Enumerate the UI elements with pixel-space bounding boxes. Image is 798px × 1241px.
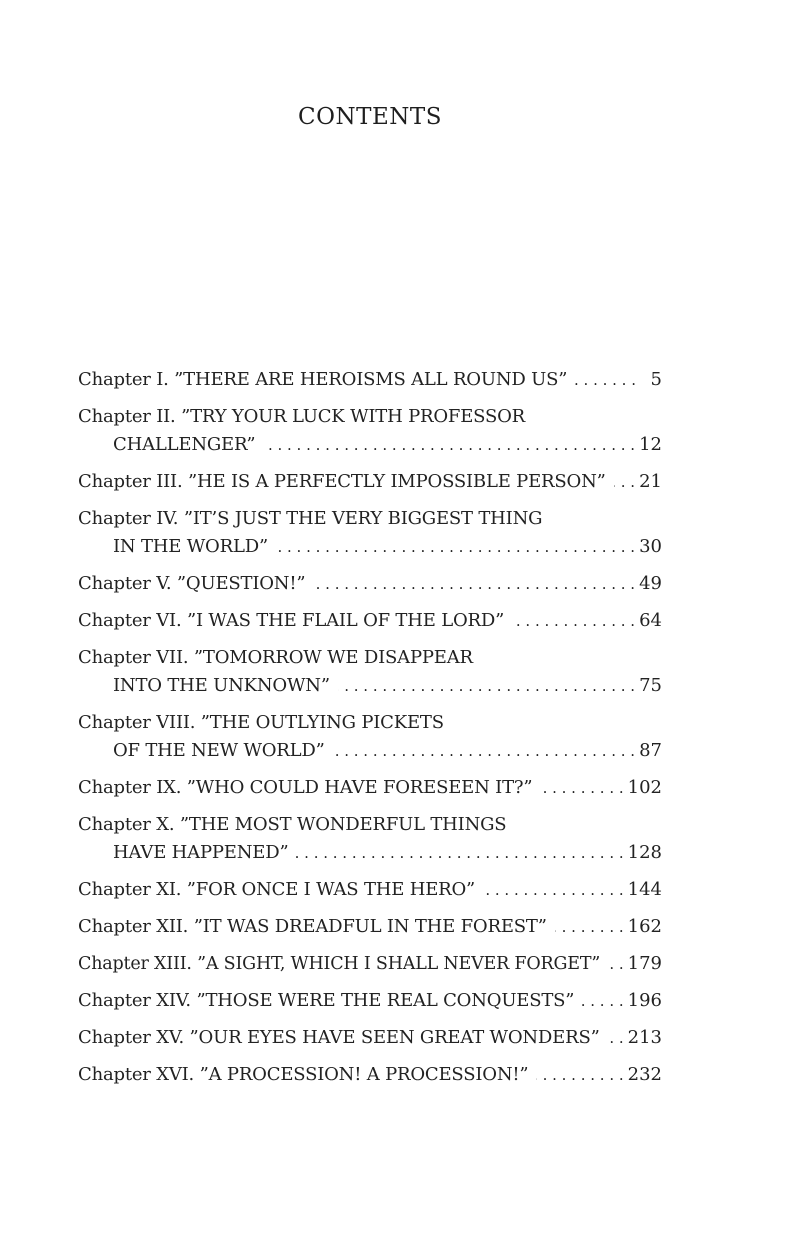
chapter-title: Chapter XI. ”FOR ONCE I WAS THE HERO” [78,879,476,900]
toc-entry-line [78,644,662,672]
page-number: 87 [639,740,662,761]
toc-entry [78,1024,662,1052]
toc-entry [78,709,662,765]
toc-entry-line [78,468,662,496]
page-number: 12 [639,434,662,455]
dot-leader [608,950,624,978]
dot-leader [483,876,624,904]
chapter-title: Chapter XV. ”OUR EYES HAVE SEEN GREAT WONDERS” [78,1027,600,1048]
page-number: 213 [627,1027,662,1048]
chapter-title: Chapter IV. ”IT’S JUST THE VERY BIGGEST THING [78,508,543,529]
chapter-title: Chapter III. ”HE IS A PERFECTLY IMPOSSIBLE PERSON” [78,471,606,492]
chapter-title: Chapter XII. ”IT WAS DREADFUL IN THE FOREST” [78,916,547,937]
dot-leader [333,737,635,765]
toc-entry-line [78,987,662,1015]
toc-entry [78,570,662,598]
toc-entry [78,913,662,941]
chapter-title: Chapter XIV. ”THOSE WERE THE REAL CONQUESTS” [78,990,575,1011]
page-number: 49 [639,573,662,594]
chapter-title: INTO THE UNKNOWN” [113,675,330,696]
toc-entry [78,468,662,496]
dot-leader [263,431,635,459]
dot-leader [536,1061,623,1089]
page-number: 30 [639,536,662,557]
toc-entry-line [78,774,662,802]
page-number: 179 [627,953,662,974]
page-number: 75 [639,675,662,696]
dot-leader [512,607,635,635]
dot-leader [614,468,635,496]
toc-entry [78,950,662,978]
toc-entry-continuation-line [78,672,662,700]
page-number: 162 [627,916,662,937]
chapter-title: HAVE HAPPENED” [113,842,289,863]
toc-entry-line [78,876,662,904]
chapter-title: Chapter V. ”QUESTION!” [78,573,306,594]
page-number: 5 [650,369,662,390]
chapter-title: Chapter XVI. ”A PROCESSION! A PROCESSION!” [78,1064,529,1085]
toc-entry-line [78,366,662,394]
dot-leader [582,987,623,1015]
dot-leader [313,570,635,598]
toc-entry-line [78,811,662,839]
chapter-title: IN THE WORLD” [113,536,268,557]
dot-leader [540,774,623,802]
toc-entry [78,987,662,1015]
page-title: CONTENTS [298,104,442,130]
toc-entry-line [78,913,662,941]
dot-leader [276,533,635,561]
toc-entry [78,1061,662,1089]
dot-leader [575,366,636,394]
toc-entry [78,607,662,635]
toc-entry-line [78,1061,662,1089]
chapter-title: Chapter VI. ”I WAS THE FLAIL OF THE LORD” [78,610,505,631]
toc-entry-continuation-line [78,431,662,459]
toc-entry [78,403,662,459]
chapter-title: OF THE NEW WORLD” [113,740,325,761]
toc-entry-line [78,570,662,598]
chapter-title: Chapter VII. ”TOMORROW WE DISAPPEAR [78,647,473,668]
toc-entry-line [78,950,662,978]
page-number: 144 [627,879,662,900]
toc-entry-line [78,709,662,737]
page-number: 128 [627,842,662,863]
toc-entry-continuation-line [78,839,662,867]
page-number: 21 [639,471,662,492]
page-number: 64 [639,610,662,631]
chapter-title: Chapter XIII. ”A SIGHT, WHICH I SHALL NEVER FORGET” [78,954,601,974]
table-of-contents [78,366,662,1098]
dot-leader [338,672,635,700]
toc-entry [78,644,662,700]
toc-entry [78,505,662,561]
chapter-title: Chapter II. ”TRY YOUR LUCK WITH PROFESSOR [78,406,526,427]
page-number: 196 [627,990,662,1011]
dot-leader [296,839,623,867]
toc-entry [78,811,662,867]
chapter-title: Chapter I. ”THERE ARE HEROISMS ALL ROUND US” [78,369,568,390]
toc-entry-continuation-line [78,737,662,765]
toc-entry-line [78,607,662,635]
dot-leader [608,1024,624,1052]
chapter-title: Chapter VIII. ”THE OUTLYING PICKETS [78,712,444,733]
dot-leader [555,913,624,941]
toc-entry-line [78,505,662,533]
toc-entry [78,774,662,802]
toc-entry-line [78,1024,662,1052]
page-number: 102 [627,777,662,798]
toc-entry [78,366,662,394]
chapter-title: Chapter X. ”THE MOST WONDERFUL THINGS [78,814,507,835]
chapter-title: Chapter IX. ”WHO COULD HAVE FORESEEN IT?” [78,777,533,798]
toc-entry-line [78,403,662,431]
page-number: 232 [627,1064,662,1085]
chapter-title: CHALLENGER” [113,434,256,455]
toc-entry-continuation-line [78,533,662,561]
toc-entry [78,876,662,904]
